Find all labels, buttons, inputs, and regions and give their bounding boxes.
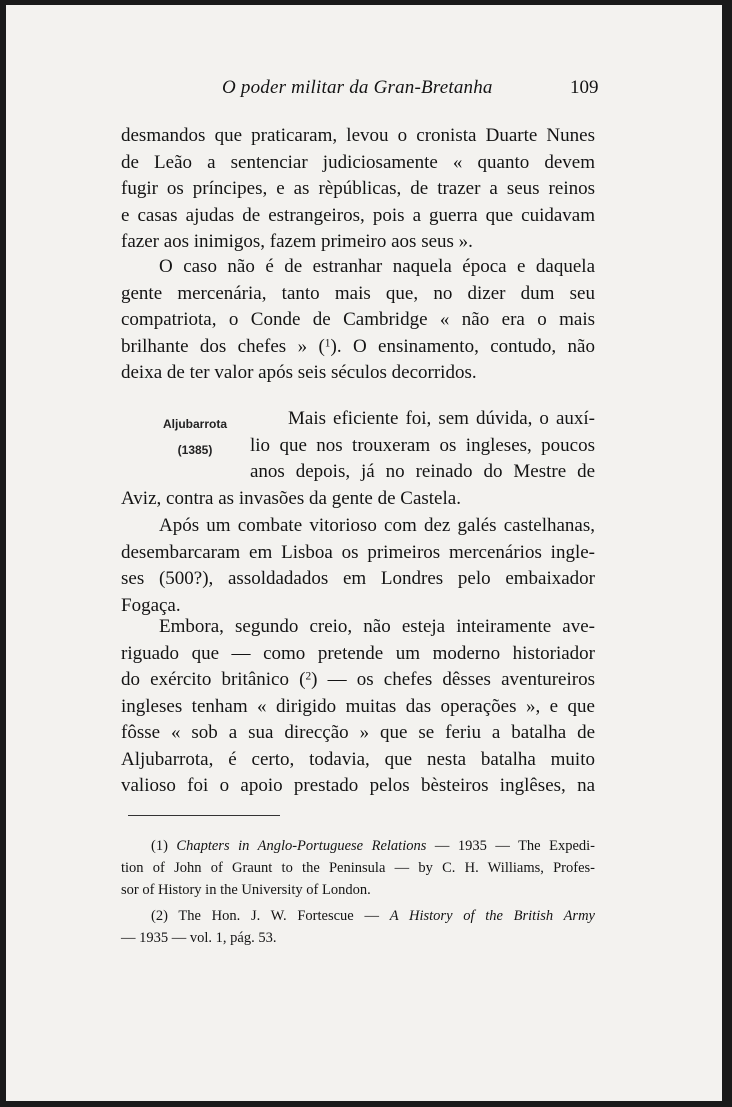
text-line: sor of History in the University of London. (121, 882, 371, 898)
footnote-book-title: Chapters in Anglo-Portuguese Relations (176, 838, 427, 854)
text-line: desmandos que praticaram, levou o cronista Duarte Nunes (121, 125, 595, 146)
text-line: ses (500?), assoldadados em Londres pelo embaixador (121, 568, 595, 589)
text-line: Aviz, contra as invasões da gente de Castela. (121, 488, 461, 509)
paragraph-3-inset (250, 406, 595, 486)
text-line: fôsse « sob a sua direcção » que se feriu a batalha de (121, 722, 595, 743)
text-line: Mais eficiente foi, sem dúvida, o auxí- (288, 408, 595, 429)
text-fragment: ). O ensinamento, contudo, não (330, 335, 595, 357)
paragraph-5 (121, 614, 595, 800)
margin-note-year: (1385) (177, 443, 213, 457)
text-fragment: The Hon. J. W. Fortescue — (167, 908, 390, 924)
text-line (121, 835, 595, 857)
text-line: gente mercenária, tanto mais que, no dizer dum seu (121, 282, 595, 304)
text-line: Embora, segundo creio, não esteja inteiramente ave- (159, 616, 595, 637)
paragraph-3-full (121, 486, 595, 513)
footnote-mark: (1) (151, 838, 168, 854)
footnote-ref-2[interactable]: 2 (305, 670, 312, 683)
margin-note-title: Aljubarrota (162, 417, 227, 431)
text-line: Fogaça. (121, 594, 181, 616)
text-line: Aljubarrota, é certo, todavia, que nesta batalha muito (121, 748, 595, 770)
page-number: 109 (570, 77, 599, 98)
text-fragment: do exército britânico ( (121, 669, 306, 690)
text-line: deixa de ter valor após seis séculos decorridos. (121, 362, 477, 383)
text-line: de Leão a sentenciar judiciosamente « quanto devem (121, 151, 595, 173)
text-line: fazer aos inimigos, fazem primeiro aos seus ». (121, 231, 473, 252)
text-line: anos depois, já no reinado do Mestre de (250, 461, 595, 482)
page-header (6, 77, 722, 107)
text-line: — 1935 — vol. 1, pág. 53. (121, 930, 277, 946)
text-line: lio que nos trouxeram os ingleses, poucos (250, 434, 595, 456)
running-title: O poder militar da Gran-Bretanha (222, 77, 493, 98)
footnote-1 (121, 835, 595, 901)
text-line: compatriota, o Conde de Cambridge « não era o mais (121, 309, 595, 330)
text-line: e casas ajudas de estrangeiros, pois a guerra que cuidavam (121, 204, 595, 226)
text-line: riguado que — como pretende um moderno historiador (121, 642, 595, 664)
text-fragment: brilhante dos chefes » ( (121, 335, 325, 357)
footnote-mark: (2) (151, 908, 168, 924)
footnote-ref-1[interactable]: 1 (324, 336, 331, 349)
paragraph-1 (121, 123, 595, 256)
book-page (6, 5, 722, 1101)
footnote-divider (128, 815, 280, 816)
footnote-2 (121, 905, 595, 949)
text-line: ingleses tenham « dirigido muitas das operações », e que (121, 695, 595, 717)
text-fragment: ) — os chefes dêsses aventureiros (311, 669, 595, 690)
text-line (121, 905, 595, 927)
text-line: desembarcaram em Lisboa os primeiros mercenários ingle- (121, 541, 595, 563)
footnote-book-title: A History of the British Army (389, 908, 595, 924)
text-line: tion of John of Graunt to the Peninsula — by C. H. Williams, Profes- (121, 860, 595, 876)
text-line: Após um combate vitorioso com dez galés castelhanas, (159, 515, 595, 536)
paragraph-2 (121, 254, 595, 387)
text-line: O caso não é de estranhar naquela época e daquela (159, 256, 595, 277)
text-line: fugir os príncipes, e as rèpúblicas, de trazer a seus reinos (121, 178, 595, 199)
text-line: valioso foi o apoio prestado pelos bèsteiros inglêses, na (121, 775, 595, 796)
paragraph-4 (121, 513, 595, 619)
text-line (121, 667, 595, 694)
margin-note (150, 411, 240, 463)
text-line (121, 334, 595, 361)
text-fragment: — 1935 — The Expedi- (426, 838, 596, 854)
